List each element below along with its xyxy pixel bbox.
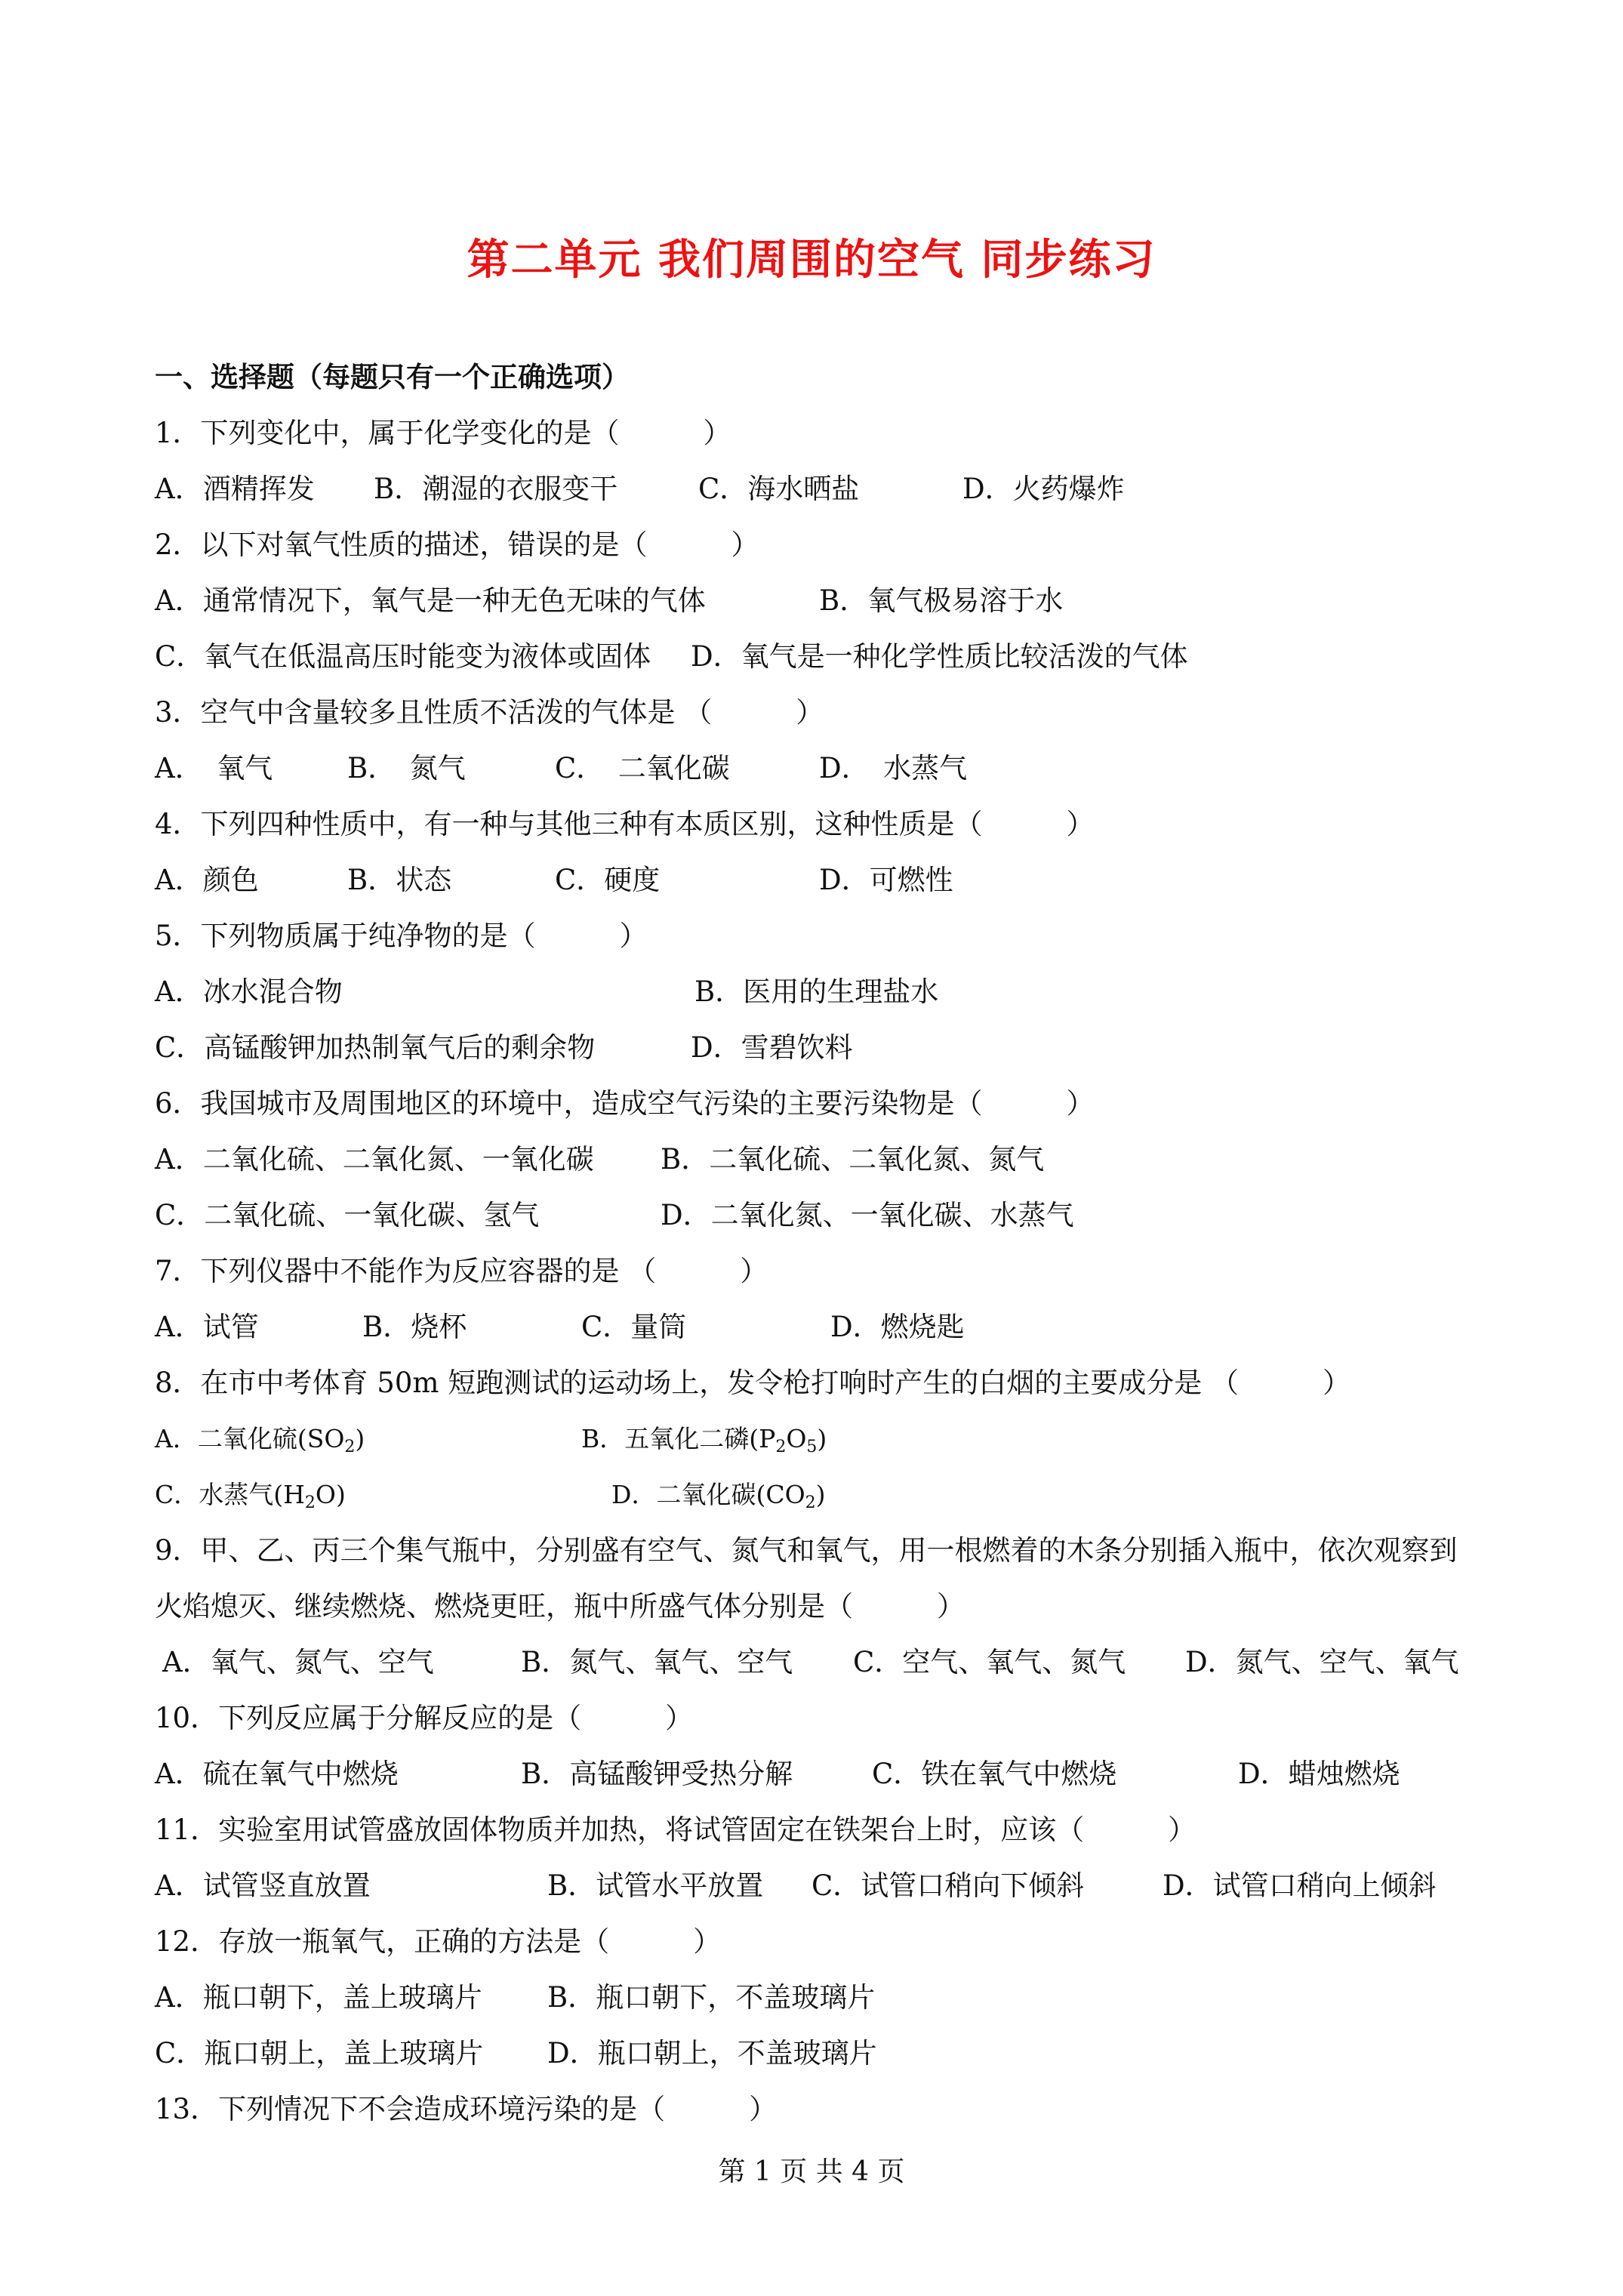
option-c: C．高锰酸钾加热制氧气后的剩余物 bbox=[155, 1031, 596, 1064]
page-title: 第二单元 我们周围的空气 同步练习 bbox=[467, 235, 1156, 285]
option-b: B．瓶口朝下，不盖玻璃片 bbox=[547, 1981, 876, 2014]
option-b: B．氮气、氧气、空气 bbox=[521, 1646, 793, 1678]
section-heading: 一、选择题（每题只有一个正确选项） bbox=[155, 360, 630, 393]
option-a: A．硫在氧气中燃烧 bbox=[155, 1758, 399, 1790]
question-2-stem: 2．以下对氧气性质的描述，错误的是（ ） bbox=[155, 529, 759, 561]
question-7-stem: 7．下列仪器中不能作为反应容器的是 （ ） bbox=[155, 1255, 768, 1287]
question-3-stem: 3．空气中含量较多且性质不活泼的气体是 （ ） bbox=[155, 696, 824, 729]
option-a: A．通常情况下，氧气是一种无色无味的气体 bbox=[155, 584, 706, 617]
option-c: C．二氧化硫、一氧化碳、氢气 bbox=[155, 1199, 540, 1231]
option-b: B．烧杯 bbox=[362, 1311, 467, 1343]
question-9-stem-line2: 火焰熄灭、继续燃烧、燃烧更旺，瓶中所盛气体分别是（ ） bbox=[155, 1590, 965, 1623]
question-13-stem: 13．下列情况下不会造成环境污染的是（ ） bbox=[155, 2093, 778, 2125]
option-c: C．水蒸气$(H_2O)$ bbox=[155, 1480, 346, 1512]
page-number: 第 1 页 共 4 页 bbox=[718, 2156, 905, 2187]
option-d: D．瓶口朝上，不盖玻璃片 bbox=[547, 2037, 877, 2069]
option-d: D．二氧化碳$(CO_2)$ bbox=[611, 1480, 826, 1512]
option-a: A． 氧气 bbox=[155, 752, 273, 784]
option-c: C． 二氧化碳 bbox=[555, 752, 730, 784]
option-c: C．空气、氧气、氮气 bbox=[853, 1646, 1126, 1678]
option-d: D．火药爆炸 bbox=[962, 473, 1125, 505]
option-a: A．酒精挥发 bbox=[155, 473, 315, 505]
option-c: C．瓶口朝上，盖上玻璃片 bbox=[155, 2037, 484, 2069]
option-b: B．医用的生理盐水 bbox=[694, 975, 939, 1008]
question-8-stem: 8．在市中考体育 50m 短跑测试的运动场上，发令枪打响时产生的白烟的主要成分是 （ ） bbox=[155, 1367, 1350, 1399]
option-b: B．状态 bbox=[347, 864, 452, 896]
option-a: A．试管 bbox=[155, 1311, 259, 1343]
option-a: A．试管竖直放置 bbox=[155, 1869, 371, 1902]
option-c: C．硬度 bbox=[555, 864, 661, 896]
option-b: B．高锰酸钾受热分解 bbox=[521, 1758, 793, 1790]
option-a: A．冰水混合物 bbox=[155, 975, 343, 1008]
option-a: A．二氧化硫、二氧化氮、一氧化碳 bbox=[155, 1143, 594, 1176]
question-10-stem: 10．下列反应属于分解反应的是（ ） bbox=[155, 1702, 694, 1734]
option-b: B．试管水平放置 bbox=[547, 1869, 764, 1902]
option-b: B．潮湿的衣服变干 bbox=[374, 473, 618, 505]
question-5-stem: 5．下列物质属于纯净物的是（ ） bbox=[155, 920, 648, 952]
option-b: B． 氮气 bbox=[347, 752, 466, 784]
option-d: D．燃烧匙 bbox=[830, 1311, 965, 1343]
option-a: A．氧气、氮气、空气 bbox=[162, 1646, 434, 1678]
option-c: C．量筒 bbox=[581, 1311, 687, 1343]
option-d: D．氮气、空气、氧气 bbox=[1185, 1646, 1459, 1678]
option-c: C．试管口稍向下倾斜 bbox=[812, 1869, 1085, 1902]
option-c: C．海水晒盐 bbox=[698, 473, 860, 505]
option-d: D．氧气是一种化学性质比较活泼的气体 bbox=[691, 640, 1188, 673]
option-a: A．瓶口朝下，盖上玻璃片 bbox=[155, 1981, 482, 2014]
question-11-stem: 11．实验室用试管盛放固体物质并加热，将试管固定在铁架台上时，应该（ ） bbox=[155, 1814, 1196, 1846]
question-4-stem: 4．下列四种性质中，有一种与其他三种有本质区别，这种性质是（ ） bbox=[155, 808, 1095, 840]
question-1-stem: 1．下列变化中，属于化学变化的是（ ） bbox=[155, 417, 731, 449]
option-c: C．氧气在低温高压时能变为液体或固体 bbox=[155, 640, 651, 673]
option-c: C．铁在氧气中燃烧 bbox=[872, 1758, 1117, 1790]
option-b: B．二氧化硫、二氧化氮、氮气 bbox=[661, 1143, 1045, 1176]
option-a: A．二氧化硫$(SO_2)$ bbox=[155, 1424, 365, 1456]
option-d: D．可燃性 bbox=[819, 864, 953, 896]
question-12-stem: 12．存放一瓶氧气，正确的方法是（ ） bbox=[155, 1925, 722, 1958]
question-6-stem: 6．我国城市及周围地区的环境中，造成空气污染的主要污染物是（ ） bbox=[155, 1087, 1095, 1120]
option-d: D． 水蒸气 bbox=[819, 752, 968, 784]
option-a: A．颜色 bbox=[155, 864, 259, 896]
option-d: D．雪碧饮料 bbox=[691, 1031, 853, 1064]
question-9-stem-line1: 9．甲、乙、丙三个集气瓶中，分别盛有空气、氮气和氧气，用一根燃着的木条分别插入瓶中，依次观察到 bbox=[155, 1534, 1458, 1567]
option-b: B．氧气极易溶于水 bbox=[819, 584, 1064, 617]
option-d: D．蜡烛燃烧 bbox=[1238, 1758, 1400, 1790]
option-d: D．二氧化氮、一氧化碳、水蒸气 bbox=[661, 1199, 1074, 1231]
option-b: B．五氧化二磷$(P_2O_5)$ bbox=[581, 1424, 827, 1456]
option-d: D．试管口稍向上倾斜 bbox=[1163, 1869, 1437, 1902]
